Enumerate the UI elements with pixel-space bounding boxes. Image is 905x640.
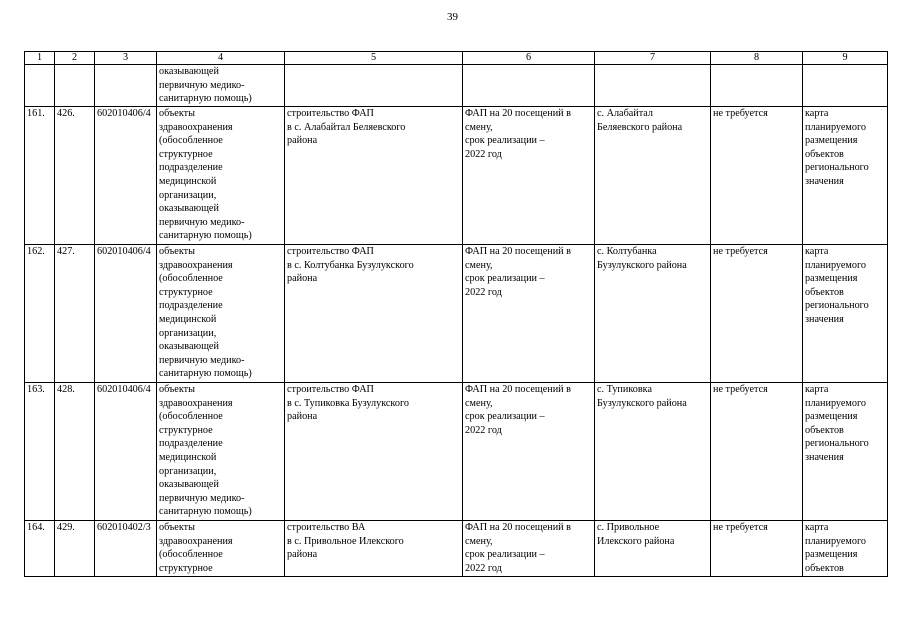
column-number-row [25, 52, 888, 65]
row-number-cell: 164. [25, 521, 55, 577]
map-reference-cell: карта планируемого размещения объектов регионального значения [803, 107, 888, 245]
object-name-cell: строительство ФАП в с. Колтубанка Бузулукского района [285, 245, 463, 383]
characteristics-cell: ФАП на 20 посещений в смену, срок реализации – 2022 год [463, 107, 595, 245]
object-name-cell: строительство ФАП в с. Алабайтал Беляевского района [285, 107, 463, 245]
table-cell [285, 65, 463, 107]
row-number-cell: 162. [25, 245, 55, 383]
code-cell: 602010406/4 [95, 383, 157, 521]
object-type-cell: объекты здравоохранения (обособленное структурное подразделение медицинской организации, оказывающей первичную медико- санитарную помощь) [157, 245, 285, 383]
zone-cell: не требуется [711, 107, 803, 245]
column-number: 4 [157, 52, 285, 65]
table-row [25, 383, 888, 521]
object-type-cell: оказывающей первичную медико- санитарную помощь) [157, 65, 285, 107]
column-number: 1 [25, 52, 55, 65]
object-type-cell: объекты здравоохранения (обособленное структурное подразделение медицинской организации, оказывающей первичную медико- санитарную помощь) [157, 383, 285, 521]
table-cell [463, 65, 595, 107]
item-number-cell: 426. [55, 107, 95, 245]
code-cell: 602010406/4 [95, 245, 157, 383]
characteristics-cell: ФАП на 20 посещений в смену, срок реализации – 2022 год [463, 521, 595, 577]
table-row [25, 107, 888, 245]
page-number: 39 [447, 11, 458, 23]
row-number-cell: 163. [25, 383, 55, 521]
characteristics-cell: ФАП на 20 посещений в смену, срок реализации – 2022 год [463, 383, 595, 521]
characteristics-cell: ФАП на 20 посещений в смену, срок реализации – 2022 год [463, 245, 595, 383]
object-name-cell: строительство ВА в с. Привольное Илекского района [285, 521, 463, 577]
objects-table [24, 51, 888, 577]
column-number: 2 [55, 52, 95, 65]
table-cell [25, 65, 55, 107]
map-reference-cell: карта планируемого размещения объектов [803, 521, 888, 577]
object-type-cell: объекты здравоохранения (обособленное структурное [157, 521, 285, 577]
item-number-cell: 429. [55, 521, 95, 577]
zone-cell: не требуется [711, 383, 803, 521]
table-cell [595, 65, 711, 107]
row-number-cell: 161. [25, 107, 55, 245]
location-cell: с. Колтубанка Бузулукского района [595, 245, 711, 383]
object-name-cell: строительство ФАП в с. Тупиковка Бузулукского района [285, 383, 463, 521]
map-reference-cell: карта планируемого размещения объектов регионального значения [803, 383, 888, 521]
location-cell: с. Тупиковка Бузулукского района [595, 383, 711, 521]
column-number: 8 [711, 52, 803, 65]
table-cell [803, 65, 888, 107]
table-row [25, 245, 888, 383]
column-number: 9 [803, 52, 888, 65]
column-number: 5 [285, 52, 463, 65]
column-number: 3 [95, 52, 157, 65]
zone-cell: не требуется [711, 521, 803, 577]
item-number-cell: 428. [55, 383, 95, 521]
continuation-row [25, 65, 888, 107]
table-row [25, 521, 888, 577]
zone-cell: не требуется [711, 245, 803, 383]
table-cell [711, 65, 803, 107]
item-number-cell: 427. [55, 245, 95, 383]
location-cell: с. Алабайтал Беляевского района [595, 107, 711, 245]
code-cell: 602010402/3 [95, 521, 157, 577]
location-cell: с. Привольное Илекского района [595, 521, 711, 577]
map-reference-cell: карта планируемого размещения объектов регионального значения [803, 245, 888, 383]
column-number: 7 [595, 52, 711, 65]
table-cell [95, 65, 157, 107]
object-type-cell: объекты здравоохранения (обособленное структурное подразделение медицинской организации, оказывающей первичную медико- санитарную помощь) [157, 107, 285, 245]
column-number: 6 [463, 52, 595, 65]
code-cell: 602010406/4 [95, 107, 157, 245]
table-cell [55, 65, 95, 107]
